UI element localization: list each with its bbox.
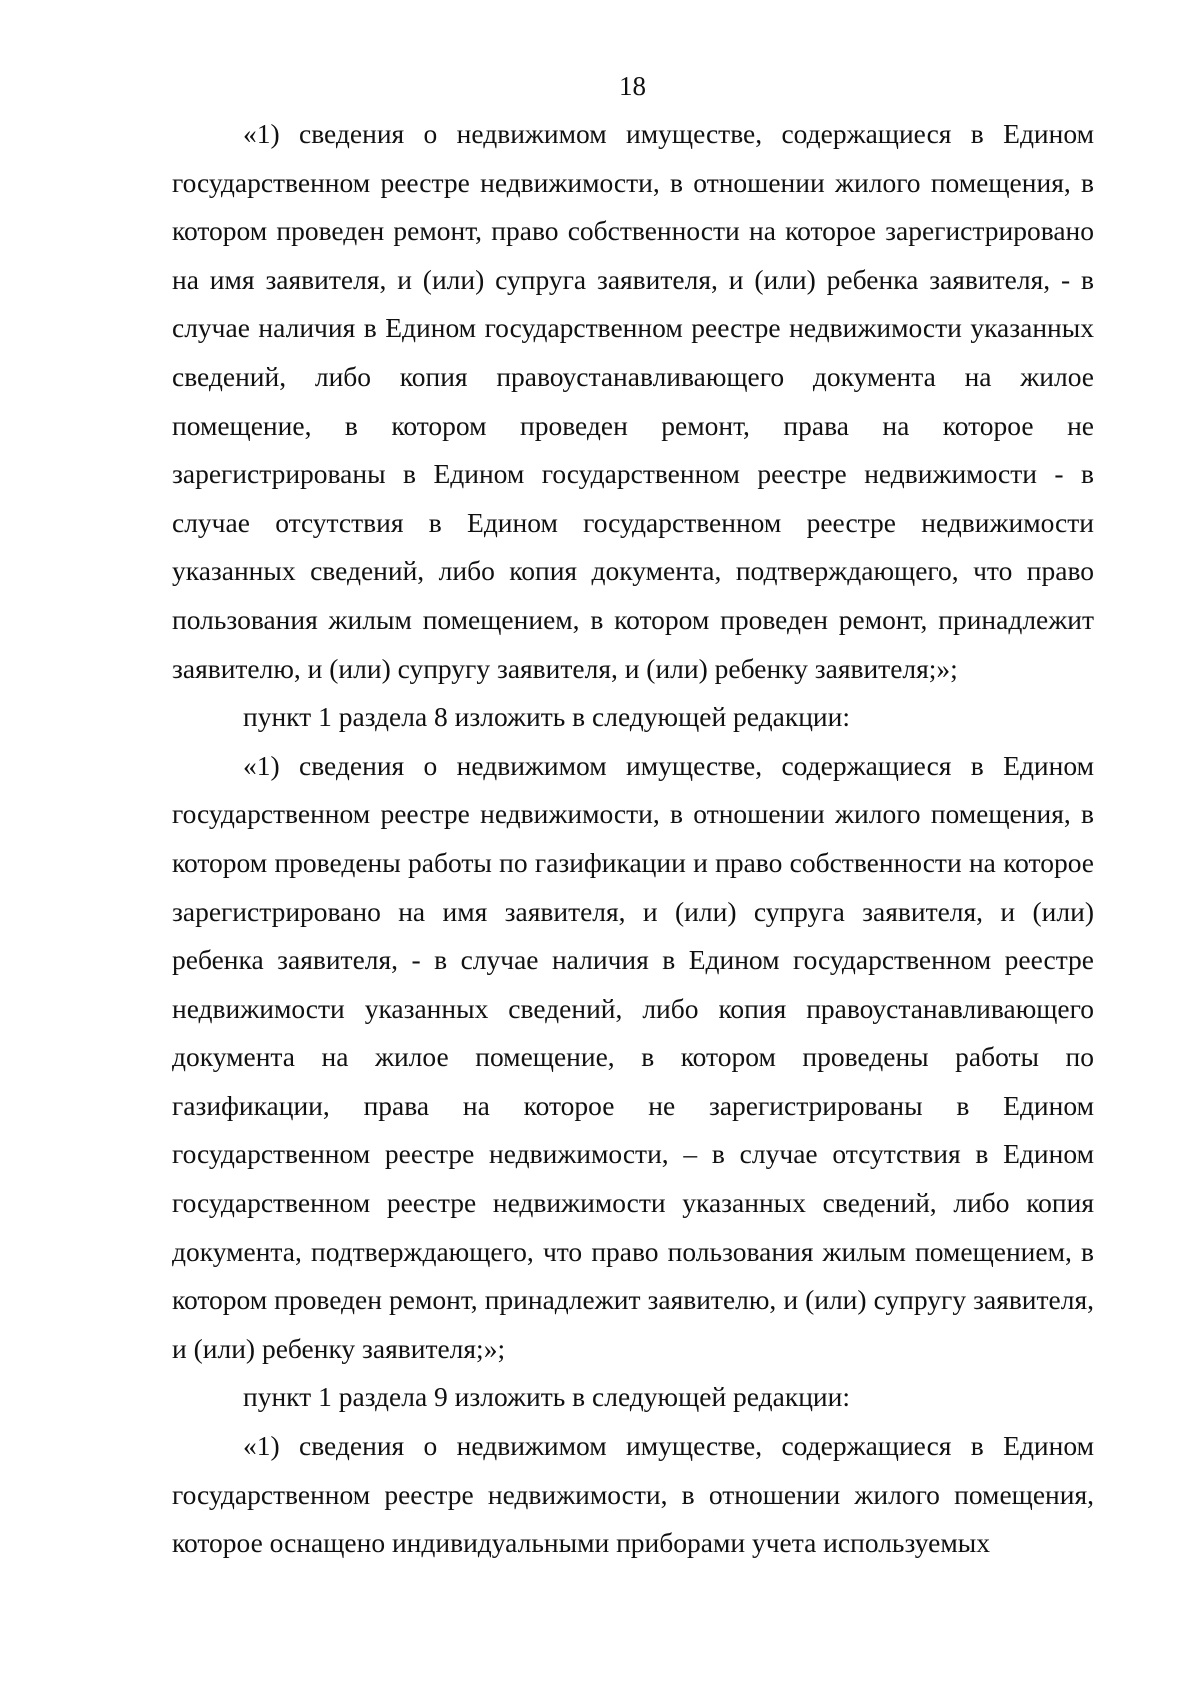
page-number: 18 <box>619 71 646 101</box>
paragraph-amendment-8-text: «1) сведения о недвижимом имуществе, содержащиеся в Едином государственном реестре недвижимости, в отношении жилого помещения, в котором проведены работы по газификации и право собственности на которое зарегистрировано на имя заявителя, и (или) супруга заявителя, и (или) ребенка заявителя, - в случае наличия в Едином государственном реестре недвижимости указанных сведений, либо копия правоустанавливающего документа на жилое помещение, в котором проведены работы по газификации, права на которое не зарегистрированы в Едином государственном реестре недвижимости, – в случае отсутствия в Едином государственном реестре недвижимости указанных сведений, либо копия документа, подтверждающего, что право пользования жилым помещением, в котором проведен ремонт, принадлежит заявителю, и (или) супругу заявителя, и (или) ребенку заявителя;»; <box>172 749 1094 1364</box>
paragraph-amendment-7-text: «1) сведения о недвижимом имуществе, содержащиеся в Едином государственном реестре недвижимости, в отношении жилого помещения, в котором проведен ремонт, право собственности на которое зарегистрировано на имя заявителя, и (или) супруга заявителя, и (или) ребенка заявителя, - в случае наличия в Едином государственном реестре недвижимости указанных сведений, либо копия правоустанавливающего документа на жилое помещение, в котором проведен ремонт, права на которое не зарегистрированы в Едином государственном реестре недвижимости - в случае отсутствия в Едином государственном реестре недвижимости указанных сведений, либо копия документа, подтверждающего, что право пользования жилым помещением, в котором проведен ремонт, принадлежит заявителю, и (или) супругу заявителя, и (или) ребенку заявителя;»; <box>172 118 1094 684</box>
paragraph-amendment-9-text: «1) сведения о недвижимом имуществе, содержащиеся в Едином государственном реестре недвижимости, в отношении жилого помещения, которое оснащено индивидуальными приборами учета используемых <box>172 1430 1094 1559</box>
paragraph-section-9-instruction: пункт 1 раздела 9 изложить в следующей редакции: <box>243 1381 851 1413</box>
document-body <box>172 110 1094 1568</box>
paragraph-section-8-instruction: пункт 1 раздела 8 изложить в следующей редакции: <box>243 701 851 733</box>
